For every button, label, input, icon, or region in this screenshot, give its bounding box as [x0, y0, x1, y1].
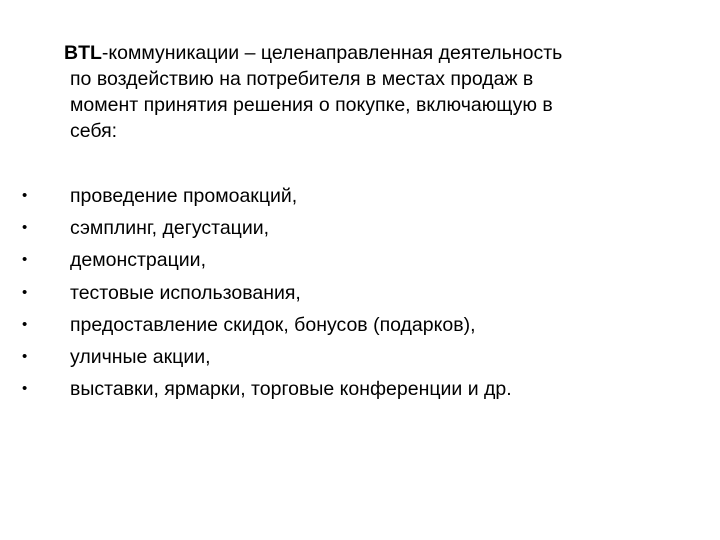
bullet-icon: •	[22, 380, 28, 398]
intro-line1-rest: -коммуникации – целенаправленная деятельность	[101, 42, 563, 64]
list-item-text: демонстрации,	[70, 249, 206, 272]
intro-line2: по воздействию на потребителя в местах продаж в	[70, 68, 534, 90]
list-item	[22, 180, 702, 212]
list-item	[22, 277, 702, 309]
list-item-text: предоставление скидок, бонусов (подарков),	[70, 313, 476, 336]
list-item-text: сэмплинг, дегустации,	[70, 217, 270, 240]
bullet-icon: •	[22, 187, 28, 204]
bullet-icon: •	[22, 251, 28, 269]
intro-line3: момент принятия решения о покупке, включающую в	[70, 94, 553, 116]
intro-line4: себя:	[70, 120, 118, 142]
list-item-text: тестовые использования,	[70, 281, 301, 304]
list-item-text: уличные акции,	[70, 345, 211, 368]
list-item	[22, 309, 702, 341]
list-item	[22, 212, 702, 244]
intro-first-line	[64, 40, 700, 66]
bullet-icon: •	[22, 219, 28, 237]
bullet-icon: •	[22, 315, 28, 333]
bullet-list	[22, 180, 702, 405]
list-item	[22, 373, 702, 405]
intro-paragraph	[64, 40, 700, 144]
intro-term: BTL	[64, 42, 102, 64]
bullet-icon: •	[22, 347, 28, 365]
list-item-text: проведение промоакций,	[70, 185, 298, 207]
list-item-text: выставки, ярмарки, торговые конференции и др.	[70, 378, 512, 401]
list-item	[22, 341, 702, 373]
list-item	[22, 244, 702, 276]
bullet-icon: •	[22, 283, 28, 301]
